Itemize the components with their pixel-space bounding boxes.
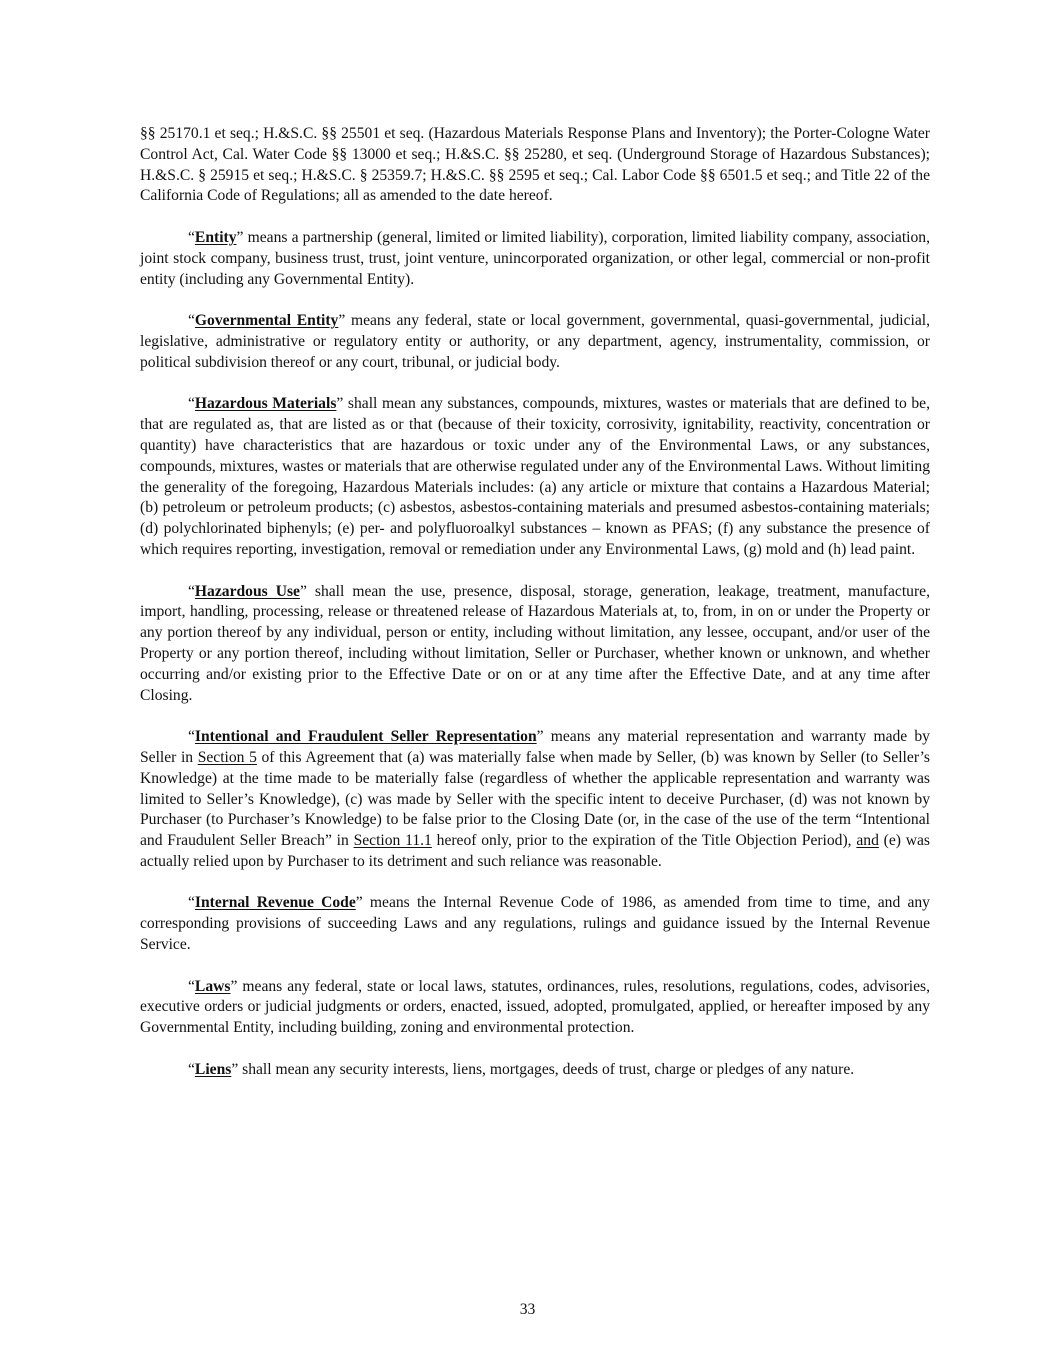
definition-body: of this Agreement that (a) was materially false when made by Seller, (b) was known by Seller (to Seller’s Knowledge) at the time made to be materially false (regardless of whether the applicable representation and warranty was limited to Seller’s Knowledge), (c) was made by Seller with the specific intent to deceive Purchaser, (d) was not known by Purchaser (to Purchaser’s Knowledge) to be false prior to the Closing Date (or, in the case of the use of the term “Intentional and Fraudulent Seller Breach” in <box>140 748 930 850</box>
defined-term-laws: Laws <box>194 977 231 995</box>
definition-body: ” means the Internal Revenue Code of 1986, as amended from time to time, and any corresponding provisions of succeeding Laws and any regulations, rulings and guidance issued by the Internal Revenue Service. <box>140 894 930 954</box>
definition-body: (e) was actually relied upon by Purchaser to its detriment and such reliance was reasonable. <box>140 832 931 870</box>
defined-term-intentional-fraudulent-seller-representation: Intentional and Fraudulent Seller Representation <box>194 728 537 746</box>
open-quote: “ <box>188 728 195 746</box>
open-quote: “ <box>188 1060 195 1078</box>
defined-term-hazardous-materials: Hazardous Materials <box>194 395 337 413</box>
definition-internal-revenue-code <box>140 893 930 955</box>
section-5-reference: Section 5 <box>197 748 257 766</box>
definition-body: ” shall mean the use, presence, disposal, storage, generation, leakage, treatment, manufacture, import, handling, processing, release or threatened release of Hazardous Materials at, to, from, in on or under the Property or any portion thereof by any individual, person or entity, including without limitation, any lessee, occupant, and/or user of the Property or any portion thereof, including without limitation, Seller or Purchaser, whether known or unknown, and whether occurring and/or existing prior to the Effective Date or on or at any time after the Effective Date, and at any time after Closing. <box>140 582 930 704</box>
definition-entity <box>140 228 930 290</box>
defined-term-hazardous-use: Hazardous Use <box>194 582 300 600</box>
open-quote: “ <box>188 395 195 413</box>
document-page <box>140 124 930 1101</box>
open-quote: “ <box>188 894 195 912</box>
defined-term-internal-revenue-code: Internal Revenue Code <box>194 894 356 912</box>
defined-term-entity: Entity <box>194 228 237 246</box>
page-number: 33 <box>519 1301 536 1318</box>
intro-paragraph: §§ 25170.1 et seq.; H.&S.C. §§ 25501 et seq. (Hazardous Materials Response Plans and Inventory); the Porter-Cologne Water Control Act, Cal. Water Code §§ 13000 et seq.; H.&S.C. §§ 25280, et seq. (Underground Storage of Hazardous Substances); H.&S.C. § 25915 et seq.; H.&S.C. § 25359.7; H.&S.C. §§ 2595 et seq.; Cal. Labor Code §§ 6501.5 et seq.; and Title 22 of the California Code of Regulations; all as amended to the date hereof. <box>140 125 930 205</box>
defined-term-liens: Liens <box>194 1060 232 1078</box>
definition-body: ” means any federal, state or local government, governmental, quasi-governmental, judicial, legislative, administrative or regulatory entity or authority, or any department, agency, instrumentality, commission, or political subdivision thereof or any court, tribunal, or judicial body. <box>140 312 930 371</box>
definition-intentional-fraudulent-seller-representation <box>140 727 930 873</box>
definition-governmental-entity <box>140 311 930 373</box>
definition-body: ” shall mean any security interests, liens, mortgages, deeds of trust, charge or pledges of any nature. <box>231 1060 855 1078</box>
open-quote: “ <box>188 977 195 995</box>
definition-liens <box>140 1060 930 1081</box>
definition-body: hereof only, prior to the expiration of the Title Objection Period), <box>431 832 857 850</box>
open-quote: “ <box>188 582 195 600</box>
definition-hazardous-use <box>140 582 930 707</box>
definition-hazardous-materials <box>140 394 930 560</box>
definition-body: ” means any federal, state or local laws, statutes, ordinances, rules, resolutions, regulations, codes, advisories, executive orders or judicial judgments or orders, enacted, issued, adopted, promulgated, applied, or hereafter imposed by any Governmental Entity, including building, zoning and environmental protection. <box>140 977 930 1037</box>
definition-body: ” means any material representation and warranty made by Seller in <box>140 728 930 766</box>
underlined-and: and <box>856 832 879 850</box>
definition-body: ” shall mean any substances, compounds, mixtures, wastes or materials that are defined to be, that are regulated as, that are listed as or that (because of their toxicity, corrosivity, ignitability, reactivity, concentration or quantity) have characteristics that are hazardous or toxic under any of the Environmental Laws, or any substances, compounds, mixtures, wastes or materials that are otherwise regulated under any of the Environmental Laws. Without limiting the generality of the foregoing, Hazardous Materials includes: (a) any article or mixture that contains a Hazardous Material; (b) petroleum or petroleum products; (c) asbestos, asbestos-containing materials and presumed asbestos-containing materials; (d) polychlorinated biphenyls; (e) per- and polyfluoroalkyl substances – known as PFAS; (f) any substance the presence of which requires reporting, investigation, removal or remediation under any Environmental Laws, (g) mold and (h) lead paint. <box>140 395 930 558</box>
definition-body: ” means a partnership (general, limited or limited liability), corporation, limited liability company, association, joint stock company, business trust, trust, joint venture, unincorporated organization, or other legal, commercial or non-profit entity (including any Governmental Entity). <box>140 228 930 288</box>
open-quote: “ <box>188 312 195 330</box>
open-quote: “ <box>188 228 195 246</box>
defined-term-governmental-entity: Governmental Entity <box>194 312 339 330</box>
section-11-1-reference: Section 11.1 <box>353 832 432 850</box>
definition-laws <box>140 977 930 1039</box>
